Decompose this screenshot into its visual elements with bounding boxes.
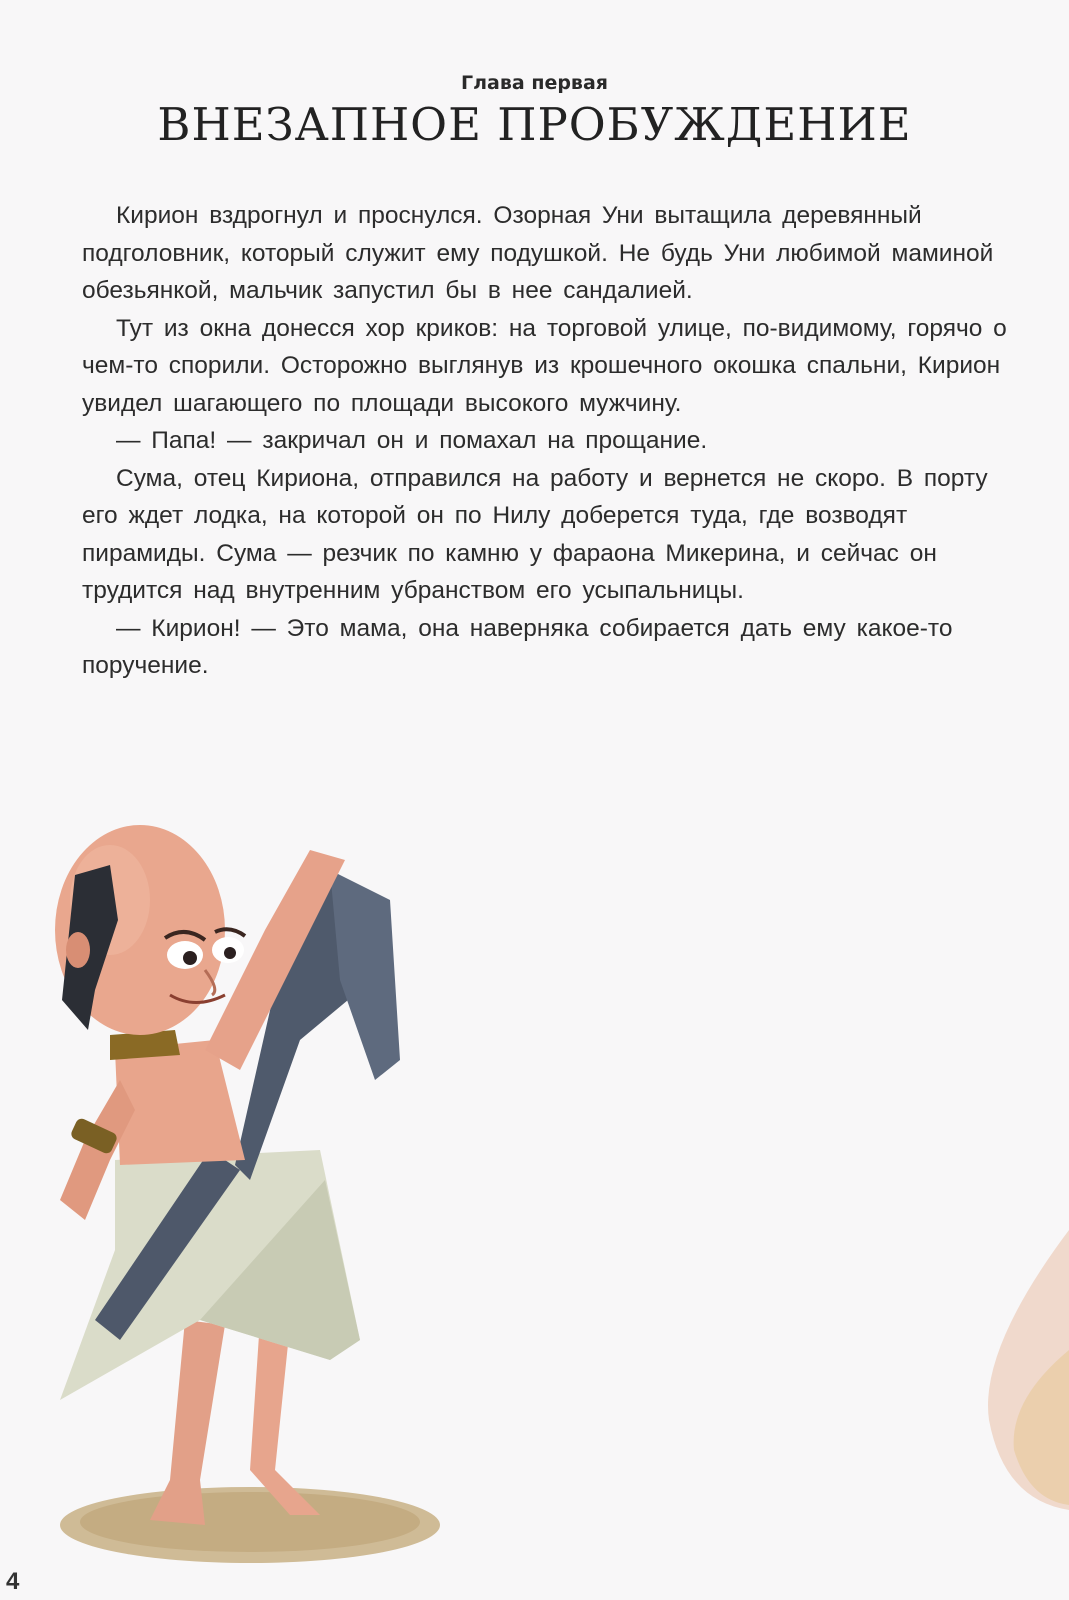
egyptian-boy-illustration [0, 780, 660, 1570]
body-text [82, 197, 1032, 685]
paragraph: — Папа! — закричал он и помахал на прощание. [116, 427, 708, 454]
chapter-label: Глава первая [461, 72, 608, 94]
paragraph: — Кирион! — Это мама, она наверняка собирается дать ему какое-то поручение. [82, 614, 953, 679]
chapter-title: ВНЕЗАПНОЕ ПРОБУЖДЕНИЕ [157, 98, 912, 151]
paragraph: Тут из окна донесся хор криков: на торговой улице, по-видимому, горячо о чем-то спорили. Осторожно выглянув из крошечного окошка спальни, Кирион увидел шагающего по площади высокого мужчину. [82, 314, 1007, 417]
corner-decoration [959, 1230, 1069, 1510]
paragraph: Сума, отец Кириона, отправился на работу и вернется не скоро. В порту его ждет лодка, на которой он по Нилу доберется туда, где возводят пирамиды. Сума — резчик по камню у фараона Микерина, и сейчас он трудится над внутренним убранством его усыпальницы. [82, 464, 988, 604]
page-number: 4 [6, 1568, 20, 1595]
paragraph: Кирион вздрогнул и проснулся. Озорная Уни вытащила деревянный подголовник, который служит ему подушкой. Не будь Уни любимой маминой обезьянкой, мальчик запустил бы в нее сандалией. [82, 202, 994, 304]
